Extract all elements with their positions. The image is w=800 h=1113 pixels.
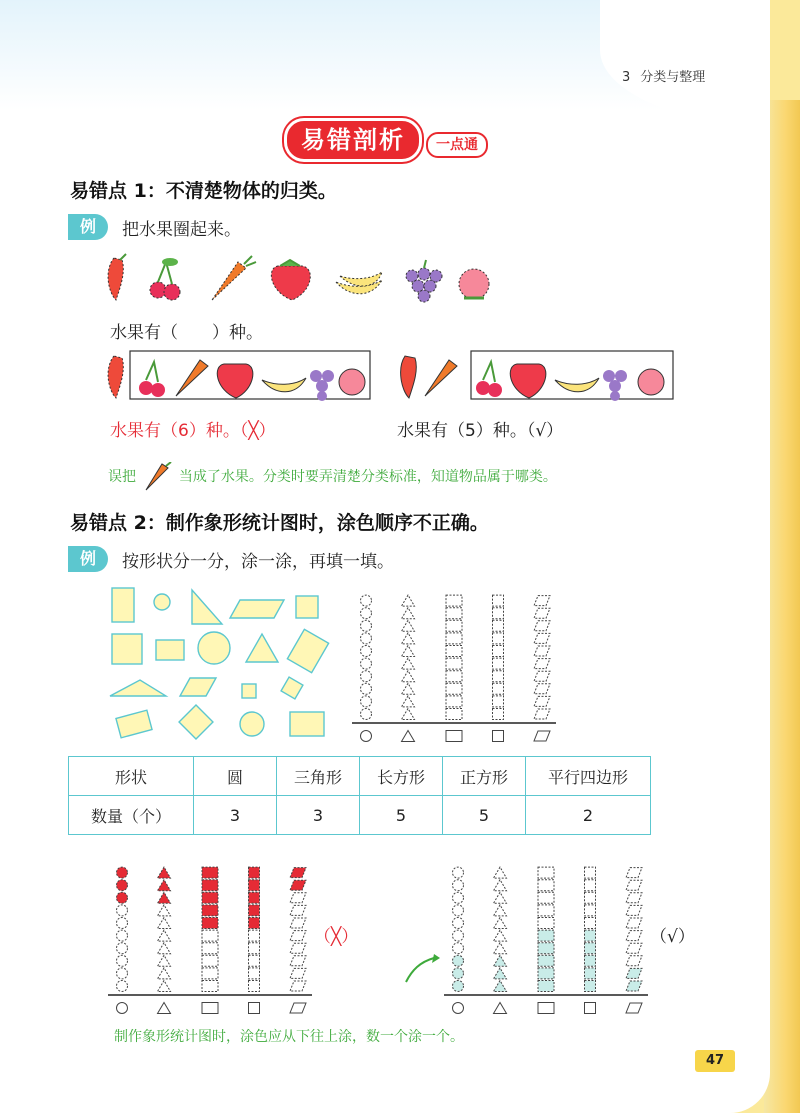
triangle-shape — [192, 590, 222, 624]
banana-icon — [336, 272, 382, 294]
pictograph-parallelogram-mark — [626, 893, 642, 903]
section2-prompt: 按形状分一分，涂一涂，再填一填。 — [122, 552, 394, 572]
example-tag-2: 例 — [68, 546, 108, 572]
wrong-pictograph — [104, 852, 316, 1016]
pictograph-rectangle-mark — [538, 981, 554, 992]
section1-heading: 易错点 1：不清楚物体的归类。 — [70, 180, 337, 202]
table-header: 形状 — [69, 757, 194, 796]
fruit-row — [100, 252, 500, 304]
pictograph-circle-mark — [361, 696, 372, 707]
banner — [284, 116, 502, 160]
axis-rectangle-icon — [446, 731, 462, 742]
banana-icon — [555, 378, 599, 392]
square-shape — [242, 684, 256, 698]
pictograph-square-mark — [493, 658, 504, 669]
pictograph-parallelogram-mark — [534, 659, 550, 669]
pictograph-circle-mark — [453, 880, 464, 891]
rectangle-shape — [156, 640, 184, 660]
pictograph-triangle-mark — [158, 892, 171, 903]
pictograph-parallelogram-mark — [626, 868, 642, 878]
pictograph-parallelogram-mark — [626, 880, 642, 890]
pictograph-triangle-mark — [158, 955, 171, 966]
wrong-mark: （╳） — [314, 927, 359, 947]
pictograph-square-mark — [249, 943, 260, 954]
pictograph-rectangle-mark — [446, 671, 462, 682]
square-shape — [281, 677, 303, 699]
pictograph-rectangle-mark — [538, 943, 554, 954]
pictograph-parallelogram-mark — [534, 621, 550, 631]
pictograph-square-mark — [249, 880, 260, 891]
pictograph-square-mark — [493, 671, 504, 682]
right-mark: （√） — [650, 927, 695, 947]
parallelogram-shape — [180, 678, 216, 696]
triangle-shape — [110, 680, 166, 696]
pictograph-parallelogram-mark — [534, 671, 550, 681]
pictograph-parallelogram-mark — [290, 893, 306, 903]
chapter-number: 3 — [622, 70, 631, 85]
section1-prompt: 把水果圈起来。 — [122, 220, 241, 240]
grapes-icon — [603, 370, 627, 401]
pictograph-triangle-mark — [158, 981, 171, 992]
pictograph-rectangle-mark — [202, 930, 218, 941]
axis-triangle-icon — [402, 731, 415, 742]
pictograph-square-mark — [493, 633, 504, 644]
pictograph-rectangle-mark — [538, 918, 554, 929]
pictograph-square-mark — [585, 981, 596, 992]
pictograph-parallelogram-mark — [626, 918, 642, 928]
pictograph-circle-mark — [453, 892, 464, 903]
chili-pepper-icon — [401, 356, 417, 398]
pictograph-triangle-mark — [402, 709, 415, 720]
strawberry-icon — [510, 364, 546, 398]
pictograph-triangle-mark — [494, 955, 507, 966]
pictograph-triangle-mark — [494, 905, 507, 916]
pictograph-parallelogram-mark — [290, 968, 306, 978]
pictograph-rectangle-mark — [538, 905, 554, 916]
axis-circle-icon — [361, 731, 372, 742]
wrong-answer: 水果有（6）种。（╳） — [110, 421, 276, 441]
pictograph-square-mark — [249, 968, 260, 979]
pictograph-rectangle-mark — [202, 981, 218, 992]
pictograph-triangle-mark — [158, 930, 171, 941]
circle-shape — [240, 712, 264, 736]
pictograph-triangle-mark — [402, 671, 415, 682]
pictograph-triangle-mark — [494, 930, 507, 941]
pictograph-square-mark — [493, 683, 504, 694]
pictograph-triangle-mark — [402, 608, 415, 619]
section2-note: 制作象形统计图时，涂色应从下往上涂，数一个涂一个。 — [114, 1029, 464, 1045]
carrot-icon — [212, 256, 256, 300]
pictograph-square-mark — [585, 880, 596, 891]
axis-square-icon — [249, 1003, 260, 1014]
shape-collection — [104, 584, 340, 744]
pictograph-triangle-mark — [494, 981, 507, 992]
pictograph-parallelogram-mark — [290, 956, 306, 966]
pictograph-circle-mark — [453, 918, 464, 929]
table-header: 正方形 — [443, 757, 526, 796]
pictograph-parallelogram-mark — [534, 696, 550, 706]
pictograph-rectangle-mark — [202, 943, 218, 954]
pictograph-circle-mark — [453, 955, 464, 966]
chapter-title: 分类与整理 — [640, 70, 706, 85]
pictograph-square-mark — [249, 955, 260, 966]
pictograph-circle-mark — [361, 620, 372, 631]
pictograph-triangle-mark — [402, 683, 415, 694]
axis-parallelogram-icon — [290, 1003, 306, 1013]
table-cell: 3 — [194, 796, 277, 835]
pictograph-rectangle-mark — [446, 595, 462, 606]
axis-parallelogram-icon — [534, 731, 550, 741]
axis-parallelogram-icon — [626, 1003, 642, 1013]
pictograph-triangle-mark — [494, 918, 507, 929]
pictograph-rectangle-mark — [538, 867, 554, 878]
note-suffix: 当成了水果。分类时要弄清楚分类标准，知道物品属于哪类。 — [178, 469, 557, 485]
pictograph-triangle-mark — [402, 658, 415, 669]
circle-shape — [154, 594, 170, 610]
example-tag-1: 例 — [68, 214, 108, 240]
pictograph-rectangle-mark — [202, 968, 218, 979]
axis-circle-icon — [117, 1003, 128, 1014]
peach-icon — [459, 269, 489, 299]
axis-square-icon — [585, 1003, 596, 1014]
table-header: 平行四边形 — [526, 757, 651, 796]
table-header: 长方形 — [360, 757, 443, 796]
pictograph-triangle-mark — [402, 696, 415, 707]
pictograph-circle-mark — [361, 658, 372, 669]
pictograph-square-mark — [249, 905, 260, 916]
right-grouping — [395, 350, 677, 402]
pictograph-rectangle-mark — [202, 867, 218, 878]
pictograph-circle-mark — [117, 880, 128, 891]
pictograph-circle-mark — [117, 981, 128, 992]
pictograph-triangle-mark — [402, 646, 415, 657]
rectangle-shape — [290, 712, 324, 736]
pictograph-rectangle-mark — [446, 608, 462, 619]
pictograph-square-mark — [249, 981, 260, 992]
carrot-icon — [425, 360, 457, 396]
pictograph-triangle-mark — [158, 943, 171, 954]
pictograph-rectangle-mark — [202, 918, 218, 929]
pictograph-circle-mark — [361, 683, 372, 694]
pictograph-triangle-mark — [494, 943, 507, 954]
right-answer: 水果有（5）种。（√） — [397, 421, 564, 441]
pictograph-rectangle-mark — [538, 968, 554, 979]
pictograph-circle-mark — [453, 930, 464, 941]
table-header-row — [69, 757, 651, 796]
pictograph-parallelogram-mark — [290, 943, 306, 953]
pictograph-circle-mark — [117, 955, 128, 966]
carrot-icon — [142, 462, 172, 492]
axis-circle-icon — [453, 1003, 464, 1014]
parallelogram-shape — [230, 600, 284, 618]
pictograph-rectangle-mark — [538, 955, 554, 966]
pictograph-parallelogram-mark — [290, 868, 306, 878]
pictograph-parallelogram-mark — [626, 968, 642, 978]
pictograph-rectangle-mark — [446, 633, 462, 644]
blank-answer: 水果有（ ）种。 — [110, 323, 263, 343]
pictograph-circle-mark — [361, 709, 372, 720]
grapes-icon — [406, 260, 442, 302]
note-prefix: 误把 — [108, 469, 136, 485]
pictograph-rectangle-mark — [446, 696, 462, 707]
strawberry-icon — [271, 260, 310, 300]
page-curl — [600, 0, 770, 130]
axis-square-icon — [493, 731, 504, 742]
wrong-grouping — [100, 350, 372, 402]
pictograph-triangle-mark — [158, 880, 171, 891]
pictograph-square-mark — [249, 918, 260, 929]
pictograph-triangle-mark — [494, 880, 507, 891]
banner-subtitle: 一点通 — [426, 132, 488, 158]
table-cell: 5 — [360, 796, 443, 835]
section2-heading: 易错点 2：制作象形统计图时，涂色顺序不正确。 — [70, 512, 489, 534]
chili-pepper-icon — [108, 356, 123, 398]
pictograph-triangle-mark — [158, 918, 171, 929]
pictograph-parallelogram-mark — [290, 918, 306, 928]
table-cell: 5 — [443, 796, 526, 835]
pictograph-rectangle-mark — [202, 880, 218, 891]
table-header: 圆 — [194, 757, 277, 796]
pictograph-parallelogram-mark — [290, 981, 306, 991]
pictograph-square-mark — [493, 696, 504, 707]
pictograph-parallelogram-mark — [626, 981, 642, 991]
pictograph-parallelogram-mark — [626, 943, 642, 953]
up-arrow-icon — [402, 952, 442, 986]
pictograph-square-mark — [249, 930, 260, 941]
carrot-icon — [176, 360, 208, 396]
pictograph-circle-mark — [117, 968, 128, 979]
pictograph-triangle-mark — [402, 595, 415, 606]
empty-pictograph — [348, 580, 560, 744]
pictograph-circle-mark — [117, 892, 128, 903]
pictograph-rectangle-mark — [202, 892, 218, 903]
pictograph-square-mark — [585, 930, 596, 941]
pictograph-circle-mark — [453, 905, 464, 916]
chapter-header — [622, 66, 715, 85]
pictograph-square-mark — [493, 709, 504, 720]
pictograph-parallelogram-mark — [290, 905, 306, 915]
table-row-label: 数量（个） — [69, 796, 194, 835]
peach-icon — [339, 369, 365, 395]
pictograph-parallelogram-mark — [534, 596, 550, 606]
right-pictograph — [440, 852, 652, 1016]
pictograph-parallelogram-mark — [290, 880, 306, 890]
pictograph-circle-mark — [117, 905, 128, 916]
pictograph-rectangle-mark — [538, 930, 554, 941]
triangle-shape — [246, 634, 278, 662]
pictograph-parallelogram-mark — [290, 931, 306, 941]
pictograph-circle-mark — [361, 595, 372, 606]
pictograph-rectangle-mark — [446, 683, 462, 694]
circle-shape — [198, 632, 230, 664]
peach-icon — [638, 369, 664, 395]
pictograph-square-mark — [493, 608, 504, 619]
pictograph-parallelogram-mark — [534, 633, 550, 643]
axis-rectangle-icon — [202, 1003, 218, 1014]
pictograph-square-mark — [493, 620, 504, 631]
pictograph-circle-mark — [453, 968, 464, 979]
pictograph-triangle-mark — [158, 905, 171, 916]
rectangle-shape — [112, 588, 134, 622]
pictograph-square-mark — [585, 968, 596, 979]
pictograph-circle-mark — [453, 943, 464, 954]
pictograph-parallelogram-mark — [534, 709, 550, 719]
pictograph-square-mark — [249, 867, 260, 878]
pictograph-square-mark — [585, 892, 596, 903]
pictograph-parallelogram-mark — [534, 646, 550, 656]
square-shape — [112, 634, 142, 664]
pictograph-rectangle-mark — [202, 955, 218, 966]
strawberry-icon — [217, 364, 253, 398]
chili-pepper-icon — [108, 254, 126, 300]
pictograph-square-mark — [249, 892, 260, 903]
pictograph-rectangle-mark — [446, 709, 462, 720]
page-number: 47 — [695, 1050, 735, 1072]
pictograph-circle-mark — [361, 608, 372, 619]
pictograph-square-mark — [585, 867, 596, 878]
pictograph-circle-mark — [361, 646, 372, 657]
section1-note — [108, 462, 557, 492]
square-shape — [296, 596, 318, 618]
pictograph-triangle-mark — [494, 968, 507, 979]
pictograph-rectangle-mark — [446, 620, 462, 631]
pictograph-rectangle-mark — [538, 880, 554, 891]
rectangle-shape — [116, 710, 152, 738]
pictograph-square-mark — [585, 918, 596, 929]
pictograph-rectangle-mark — [538, 892, 554, 903]
square-shape — [179, 705, 213, 739]
pictograph-triangle-mark — [402, 620, 415, 631]
count-table — [68, 756, 651, 835]
cherries-icon — [476, 362, 502, 397]
axis-triangle-icon — [158, 1003, 171, 1014]
pictograph-parallelogram-mark — [534, 684, 550, 694]
pictograph-triangle-mark — [494, 867, 507, 878]
table-cell: 3 — [277, 796, 360, 835]
table-cell: 2 — [526, 796, 651, 835]
pictograph-triangle-mark — [158, 867, 171, 878]
pictograph-circle-mark — [117, 918, 128, 929]
pictograph-circle-mark — [117, 943, 128, 954]
pictograph-parallelogram-mark — [626, 931, 642, 941]
banner-title: 易错剖析 — [284, 118, 422, 162]
pictograph-parallelogram-mark — [534, 608, 550, 618]
pictograph-parallelogram-mark — [626, 956, 642, 966]
pictograph-circle-mark — [453, 981, 464, 992]
cherries-icon — [139, 362, 165, 397]
pictograph-rectangle-mark — [446, 658, 462, 669]
pictograph-triangle-mark — [402, 633, 415, 644]
cherries-icon — [150, 258, 180, 300]
pictograph-parallelogram-mark — [626, 905, 642, 915]
axis-rectangle-icon — [538, 1003, 554, 1014]
pictograph-square-mark — [493, 595, 504, 606]
pictograph-rectangle-mark — [202, 905, 218, 916]
axis-triangle-icon — [494, 1003, 507, 1014]
grapes-icon — [310, 370, 334, 401]
pictograph-circle-mark — [117, 867, 128, 878]
pictograph-circle-mark — [361, 671, 372, 682]
pictograph-square-mark — [585, 905, 596, 916]
pictograph-square-mark — [585, 943, 596, 954]
pictograph-circle-mark — [453, 867, 464, 878]
table-header: 三角形 — [277, 757, 360, 796]
pictograph-triangle-mark — [158, 968, 171, 979]
banana-icon — [262, 378, 306, 392]
pictograph-circle-mark — [117, 930, 128, 941]
pictograph-square-mark — [493, 646, 504, 657]
pictograph-rectangle-mark — [446, 646, 462, 657]
pictograph-circle-mark — [361, 633, 372, 644]
table-row — [69, 796, 651, 835]
pictograph-square-mark — [585, 955, 596, 966]
rectangle-shape — [287, 629, 328, 672]
pictograph-triangle-mark — [494, 892, 507, 903]
